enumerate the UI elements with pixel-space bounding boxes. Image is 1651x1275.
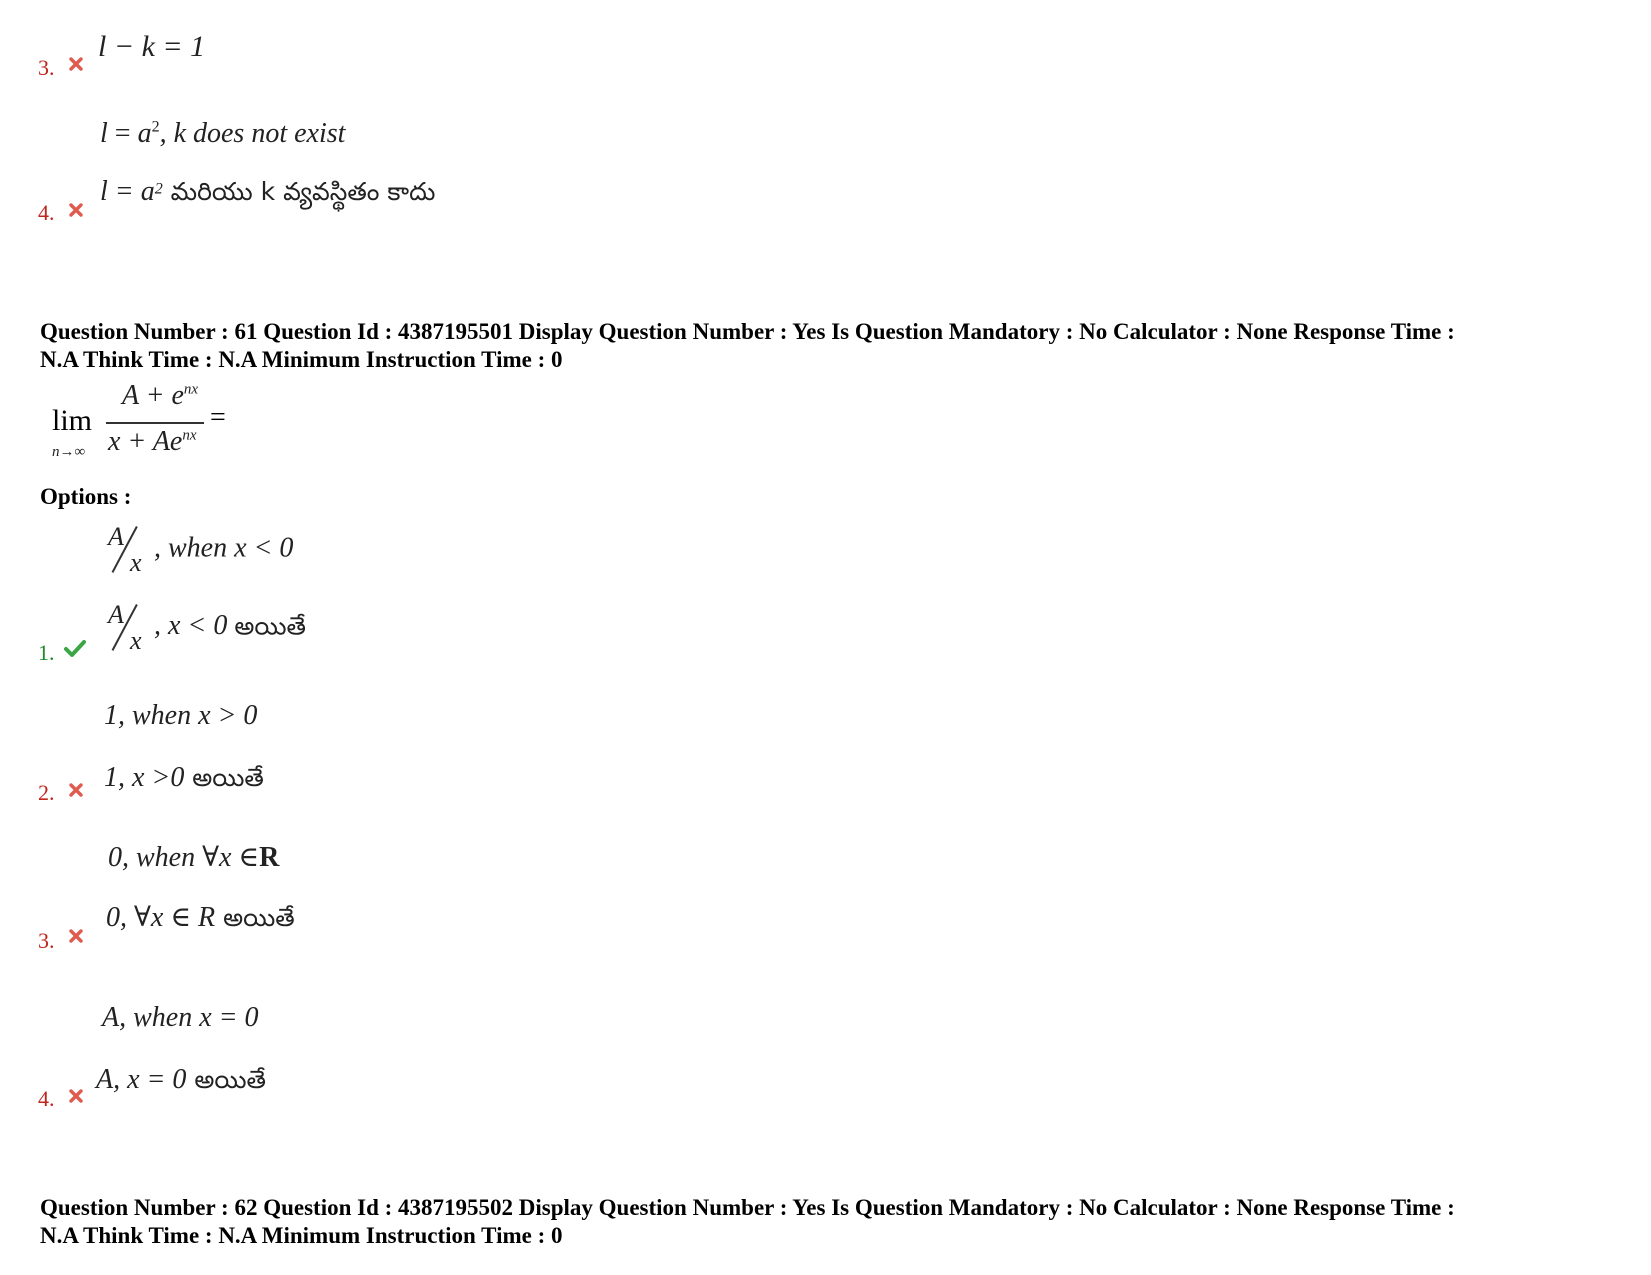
option-english-text: 1, when x > 0	[104, 700, 258, 731]
meta-line-2: N.A Think Time : N.A Minimum Instruction Time : 0	[40, 347, 563, 372]
option-number: 3.	[38, 55, 55, 80]
prev-option-3	[38, 30, 438, 90]
option-number: 1.	[38, 640, 55, 665]
option-telugu-text: A x , x < 0 అయితే	[108, 600, 306, 655]
fraction-bar	[106, 422, 204, 424]
option-number: 3.	[38, 928, 55, 953]
option-english-text: A, when x = 0	[102, 1002, 259, 1033]
lim-subscript: n→∞	[52, 444, 86, 460]
cross-icon	[68, 202, 84, 218]
cross-icon	[68, 928, 84, 944]
equals-sign: =	[210, 402, 226, 433]
option-number: 2.	[38, 780, 55, 805]
question-61-limit	[52, 380, 252, 478]
q61-option-1	[38, 522, 638, 672]
lim-word: lim	[52, 404, 93, 437]
check-icon	[64, 640, 86, 658]
option-number: 4.	[38, 200, 55, 225]
option-english-text: 0, when ∀x ∈R	[108, 842, 280, 873]
meta-line-2: N.A Think Time : N.A Minimum Instruction Time : 0	[40, 1223, 563, 1248]
option-telugu-text: 0, ∀x ∈ R అయితే	[106, 902, 295, 933]
cross-icon	[68, 56, 84, 72]
option-expression: l − k = 1	[98, 30, 206, 63]
question-62-meta	[40, 1194, 1620, 1250]
option-telugu-text: $l = a^2$ మరియు k వ్యవస్థితం కాదు	[100, 176, 436, 207]
option-english-text: $l = a^2$, k does not exist	[100, 118, 346, 149]
meta-line-1: Question Number : 61 Question Id : 4387195501 Display Question Number : Yes Is Question Mandatory : No Calculator : None Response Time :	[40, 319, 1455, 344]
option-number: 4.	[38, 1086, 55, 1111]
meta-line-1: Question Number : 62 Question Id : 4387195502 Display Question Number : Yes Is Question Mandatory : No Calculator : None Response Time :	[40, 1195, 1455, 1220]
q61-option-3	[38, 840, 638, 960]
option-english-text: A x , when x < 0	[108, 522, 294, 577]
cross-icon	[68, 1088, 84, 1104]
option-telugu-text: A, x = 0 అయితే	[96, 1064, 266, 1095]
cross-icon	[68, 782, 84, 798]
fraction-numerator: $A + e^{nx}$	[122, 380, 199, 411]
q61-option-2	[38, 700, 638, 810]
prev-option-4	[38, 118, 638, 238]
q61-option-4	[38, 1002, 638, 1122]
fraction-denominator: $x + Ae^{nx}$	[108, 426, 197, 457]
question-61-meta	[40, 318, 1620, 374]
options-label: Options :	[40, 484, 132, 509]
option-telugu-text: 1, x >0 అయితే	[104, 762, 264, 793]
